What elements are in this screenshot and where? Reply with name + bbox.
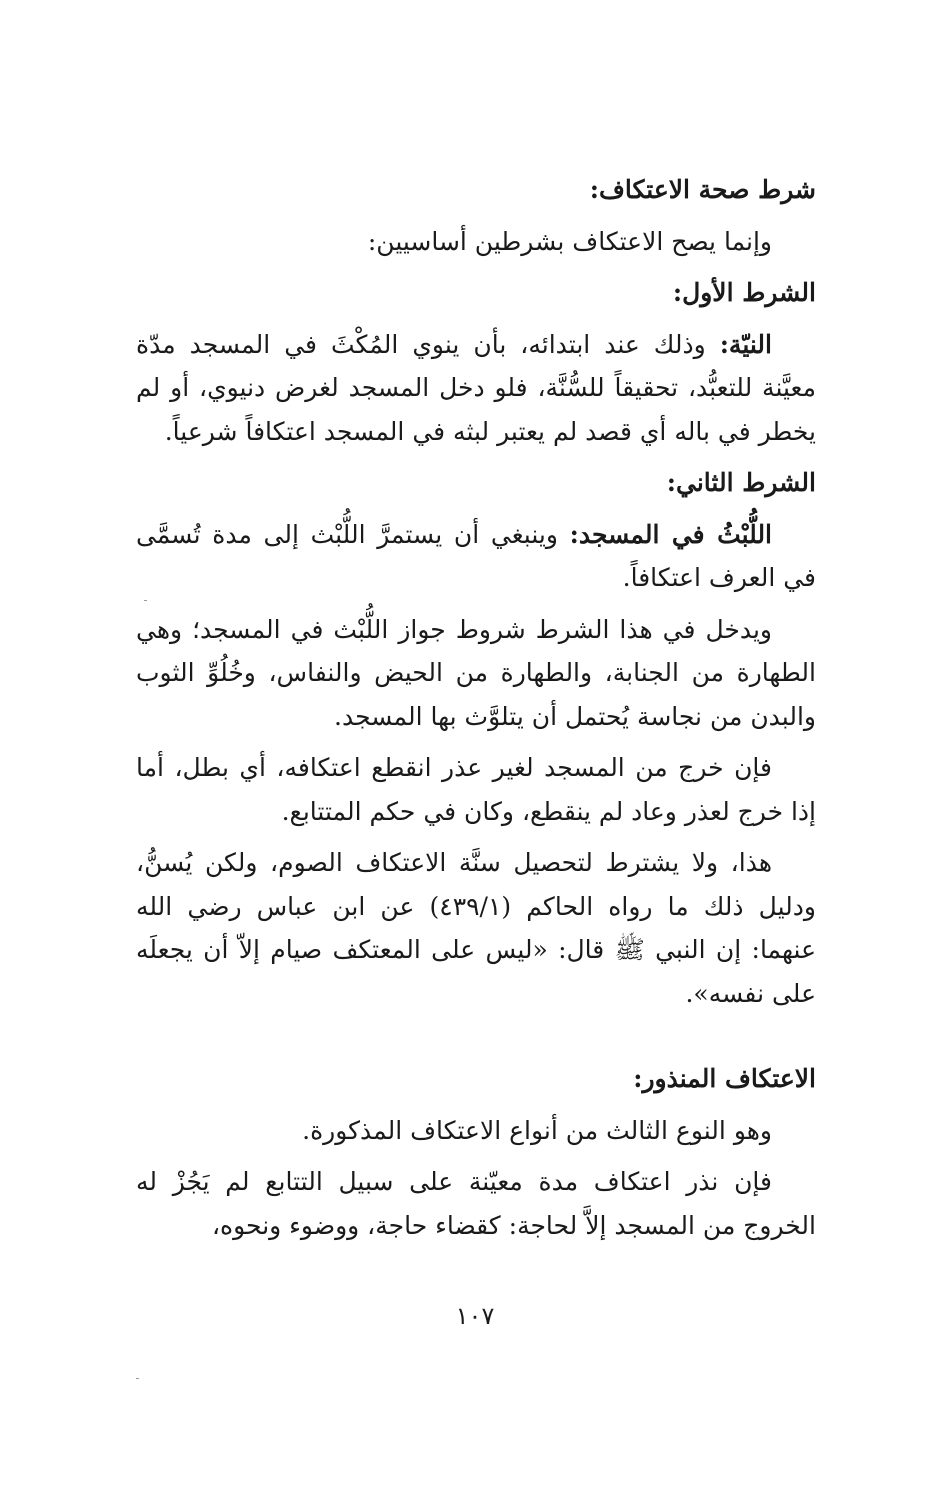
paragraph-text: فإن خرج من المسجد لغير عذر انقطع اعتكافه، أي بطل، أما إذا خرج لعذر وعاد لم ينقطع، وكان في حكم المتتابع. [136, 753, 816, 826]
page-number: ١٠٧ [455, 1302, 495, 1330]
paragraph [136, 608, 816, 739]
paragraph-text: ويدخل في هذا الشرط شروط جواز اللُّبْث في المسجد؛ وهي الطهارة من الجنابة، والطهارة من الحيض والنفاس، وخُلُوِّ الثوب والبدن من نجاسة يُحتمل أن يتلوَّث بها المسجد. [136, 614, 816, 731]
section-vowed-itikaf [136, 1057, 816, 1247]
heading-conditions: شرط صحة الاعتكاف: [589, 175, 816, 204]
paragraph-text: وذلك عند ابتدائه، بأن ينوي المُكْثَ في المسجد مدّة معيَّنة للتعبُّد، تحقيقاً للسُّنَّة، فلو دخل المسجد لغرض دنيوي، أو لم يخطر في باله أي قصد لم يعتبر لبثه في المسجد اعتكافاً شرعياً. [136, 329, 816, 446]
paragraph [136, 841, 816, 1015]
paragraph [136, 1160, 816, 1247]
paragraph-text: فإن نذر اعتكاف مدة معيّنة على سبيل التتابع لم يَجُزْ له الخروج من المسجد إلاَّ لحاجة: كقضاء حاجة، ووضوء ونحوه، [136, 1167, 816, 1240]
paragraph-text: هذا، ولا يشترط لتحصيل سنَّة الاعتكاف الصوم، ولكن يُسنُّ، ودليل ذلك ما رواه الحاكم (٤٣٩/١) عن ابن عباس رضي الله عنهما: إن النبي ﷺ قال: «ليس على المعتكف صيام إلاّ أن يجعلَه على نفسه». [136, 848, 816, 1008]
paragraph [136, 323, 816, 454]
text-block [136, 168, 816, 1255]
paragraph-lead: النيّة: [719, 329, 772, 359]
section-conditions [136, 168, 816, 263]
heading-vowed-itikaf: الاعتكاف المنذور: [633, 1064, 816, 1093]
heading-first-condition: الشرط الأول: [672, 278, 816, 307]
paragraph [136, 746, 816, 833]
paragraph-text: وإنما يصح الاعتكاف بشرطين أساسيين: [367, 226, 772, 256]
paragraph-lead: اللُّبْثُ في المسجد: [569, 519, 773, 549]
paragraph-text: وينبغي أن يستمرَّ اللُّبْث إلى مدة تُسمَّى في العرف اعتكافاً. [136, 519, 816, 592]
section-first-condition [136, 271, 816, 453]
section-spacer [136, 1023, 816, 1057]
paragraph [136, 513, 816, 600]
scan-mark [144, 600, 147, 601]
paragraph-text: وهو النوع الثالث من أنواع الاعتكاف المذكورة. [302, 1115, 772, 1145]
scan-mark [136, 1378, 139, 1379]
heading-second-condition: الشرط الثاني: [666, 468, 816, 497]
paragraph [136, 220, 816, 264]
paragraph [136, 1109, 816, 1153]
section-second-condition [136, 461, 816, 1015]
